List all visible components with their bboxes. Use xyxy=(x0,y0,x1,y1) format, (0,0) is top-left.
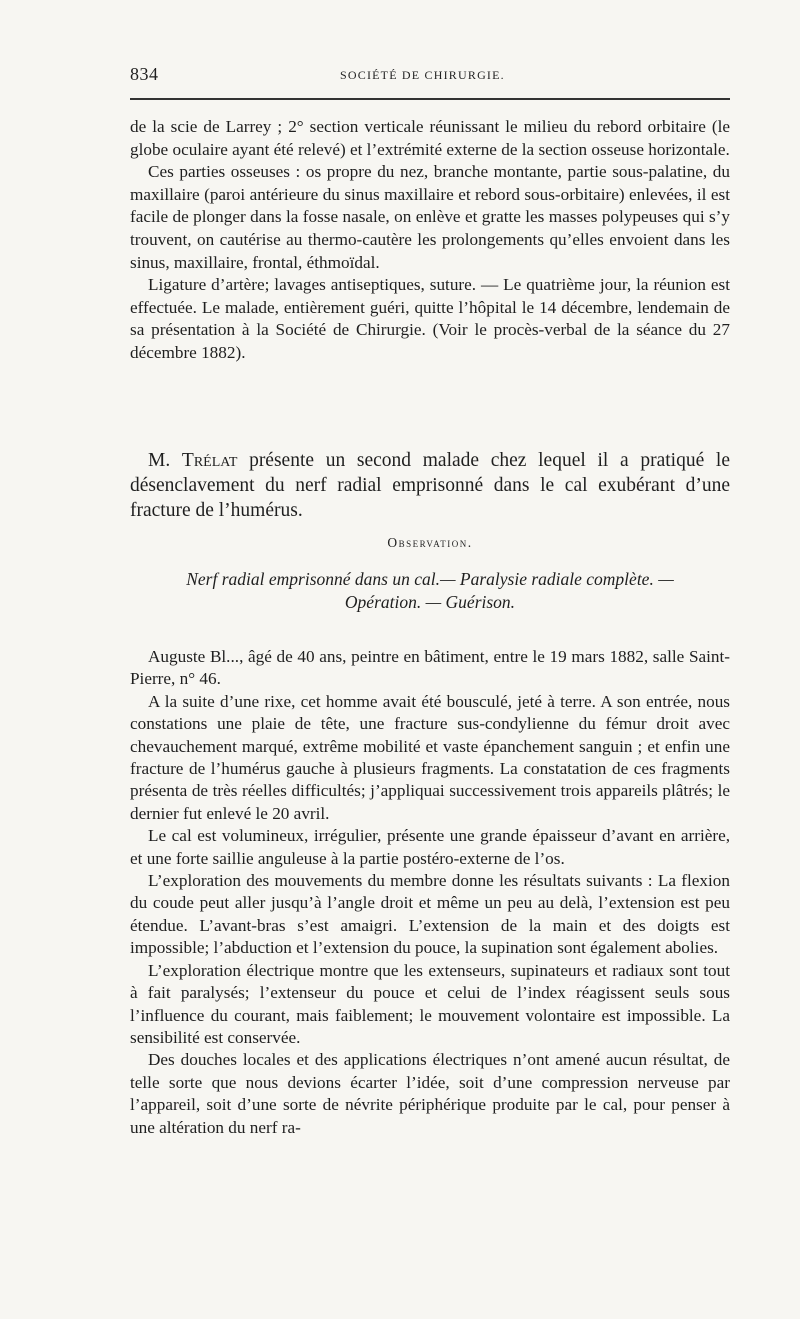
paragraph: Le cal est volumineux, irrégulier, présente une grande épaisseur d’avant en arrière, et une forte saillie anguleuse à la partie postéro-externe de l’os. xyxy=(130,826,730,868)
subtitle-line: Opération. — Guérison. xyxy=(344,592,516,612)
page-header xyxy=(130,64,730,88)
paragraph: A la suite d’une rixe, cet homme avait été bousculé, jeté à terre. A son entrée, nous constations une plaie de tête, une fracture sus-condylienne du fémur droit avec chevauchement marqué, extrême mobilité et vaste épanchement sanguin ; et enfin une fracture de l’humérus gauche à plusieurs fragments. La constatation de ces fragments présenta de très réelles difficultés; j’appliquai successivement trois appareils plâtrés; le dernier fut enlevé le 20 avril. xyxy=(130,691,730,823)
page-number: 834 xyxy=(130,64,159,84)
paragraph: L’exploration électrique montre que les extenseurs, supinateurs et radiaux sont tout à fait paralysés; l’extenseur du pouce et celui de l’index réagissent seuls sous l’influence du courant, mais faiblement; le mouvement volontaire est impossible. La sensibilité est conservée. xyxy=(130,960,730,1047)
continuation-text xyxy=(130,116,730,365)
header-rule xyxy=(130,98,730,100)
subtitle-line: Nerf radial emprisonné dans un cal.— Paralysie radiale complète. — xyxy=(186,569,674,589)
paragraph: Ligature d’artère; lavages antiseptiques, suture. — Le quatrième jour, la réunion est effectuée. Le malade, entièrement guéri, quitte l’hôpital le 14 décembre, lendemain de sa présentation à la Société de Chirurgie. (Voir le procès-verbal de la séance du 27 décembre 1882). xyxy=(130,275,730,362)
surgeon-name: Trélat xyxy=(181,450,238,471)
announcement-prefix: M. xyxy=(148,450,182,471)
paragraph: Auguste Bl..., âgé de 40 ans, peintre en bâtiment, entre le 19 mars 1882, salle Saint-Pierre, n° 46. xyxy=(130,647,730,689)
observation-heading: Observation. xyxy=(387,535,473,550)
paragraph: L’exploration des mouvements du membre donne les résultats suivants : La flexion du coude peut aller jusqu’à l’angle droit et même un peu au delà, l’extension est peu étendue. L’avant-bras s’est amaigri. L’extension de la main et des doigts est impossible; l’abduction et l’extension du pouce, la supination sont également abolies. xyxy=(130,871,730,958)
paragraph: de la scie de Larrey ; 2° section verticale réunissant le milieu du rebord orbitaire (le globe oculaire ayant été relevé) et l’extrémité externe de la section osseuse horizontale. xyxy=(130,117,730,159)
observation-body xyxy=(130,646,730,1139)
announcement-paragraph xyxy=(130,448,730,523)
paragraph: Des douches locales et des applications électriques n’ont amené aucun résultat, de telle sorte que nous devions écarter l’idée, soit d’une compression nerveuse par l’appareil, soit d’une sorte de névrite périphérique produite par le cal, pour penser à une altération du nerf ra- xyxy=(130,1050,730,1137)
announcement xyxy=(130,448,730,523)
observation-subtitle xyxy=(130,568,730,614)
paragraph: Ces parties osseuses : os propre du nez, branche montante, partie sous-palatine, du maxillaire (paroi antérieure du sinus maxillaire et rebord sous-orbitaire) enlevées, il est facile de plonger dans la fosse nasale, on enlève et gratte les masses polypeuses qui s’y trouvent, on cautérise au thermo-cautère les prolongements qu’elles envoient dans les sinus, maxillaire, frontal, éthmoïdal. xyxy=(130,162,730,272)
announcement-text: présente un second malade chez lequel il a pratiqué le désenclavement du nerf radial emprisonné dans le cal exubérant d’une fracture de l’humérus. xyxy=(130,450,730,521)
running-title: SOCIÉTÉ DE CHIRURGIE. xyxy=(340,68,505,82)
